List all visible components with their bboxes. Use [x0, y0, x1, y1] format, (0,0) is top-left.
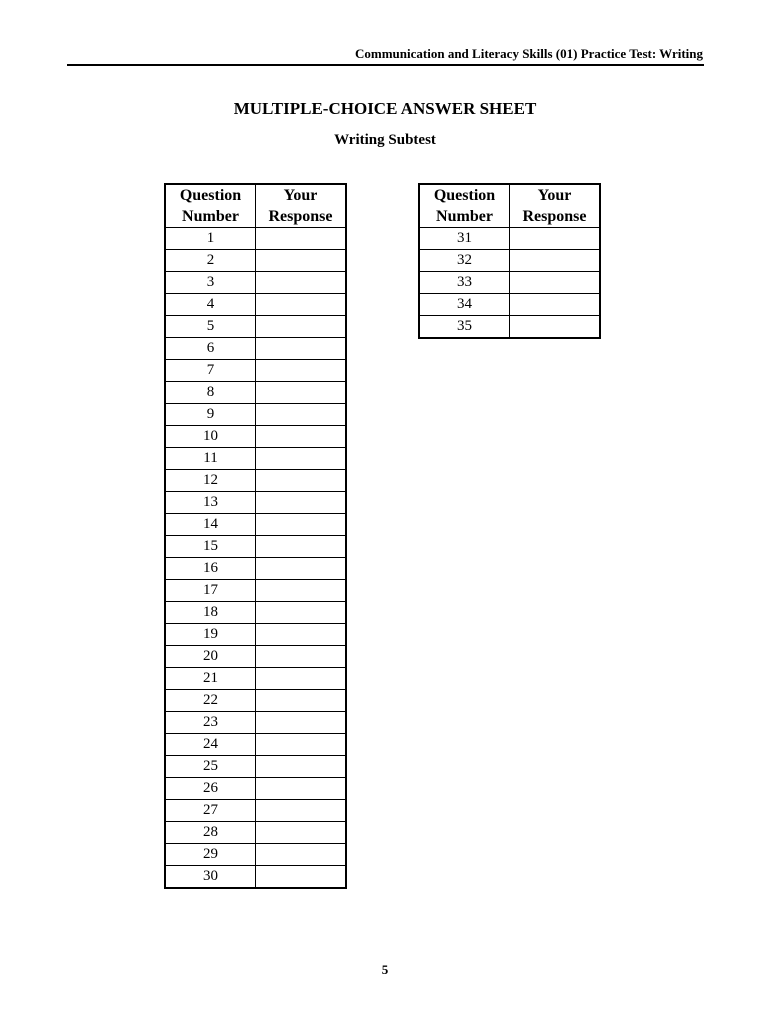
table-row [419, 294, 600, 316]
answer-table-right [418, 183, 601, 339]
table-row [165, 294, 346, 316]
table-row [419, 228, 600, 250]
table-row [165, 690, 346, 712]
response-cell[interactable] [256, 822, 347, 844]
answer-table-left [164, 183, 347, 889]
question-number-cell: 9 [165, 404, 256, 426]
table-row [165, 536, 346, 558]
response-cell[interactable] [256, 426, 347, 448]
question-number-cell: 12 [165, 470, 256, 492]
table-row [419, 250, 600, 272]
response-cell[interactable] [256, 602, 347, 624]
question-number-cell: 8 [165, 382, 256, 404]
question-number-cell: 31 [419, 228, 510, 250]
response-cell[interactable] [256, 338, 347, 360]
question-number-cell: 22 [165, 690, 256, 712]
question-number-header [419, 184, 510, 228]
answer-table-right-body [419, 228, 600, 339]
question-number-cell: 23 [165, 712, 256, 734]
page-number: 5 [381, 962, 389, 977]
response-cell[interactable] [256, 294, 347, 316]
your-response-header [510, 184, 601, 228]
question-number-cell: 5 [165, 316, 256, 338]
question-number-cell: 4 [165, 294, 256, 316]
header-rule [67, 64, 704, 66]
table-row [165, 602, 346, 624]
table-row [165, 426, 346, 448]
question-number-cell: 35 [419, 316, 510, 339]
question-number-cell: 11 [165, 448, 256, 470]
table-row [165, 668, 346, 690]
response-cell[interactable] [256, 272, 347, 294]
table-row [165, 822, 346, 844]
response-cell[interactable] [256, 734, 347, 756]
header-question-label: Question [433, 187, 496, 204]
table-row [165, 712, 346, 734]
question-number-cell: 24 [165, 734, 256, 756]
response-cell[interactable] [256, 514, 347, 536]
question-number-cell: 3 [165, 272, 256, 294]
header-your-label: Your [537, 187, 572, 204]
question-number-cell: 18 [165, 602, 256, 624]
table-row [165, 756, 346, 778]
table-row [165, 338, 346, 360]
question-number-cell: 26 [165, 778, 256, 800]
table-row [165, 404, 346, 426]
question-number-cell: 28 [165, 822, 256, 844]
table-header-row [165, 184, 346, 228]
table-row [165, 272, 346, 294]
response-cell[interactable] [256, 316, 347, 338]
response-cell[interactable] [256, 866, 347, 889]
question-number-cell: 27 [165, 800, 256, 822]
response-cell[interactable] [256, 646, 347, 668]
your-response-header [256, 184, 347, 228]
question-number-cell: 15 [165, 536, 256, 558]
response-cell[interactable] [256, 712, 347, 734]
table-row [165, 470, 346, 492]
page-subtitle: Writing Subtest [334, 132, 436, 148]
table-row [165, 734, 346, 756]
question-number-cell: 30 [165, 866, 256, 889]
response-cell[interactable] [256, 756, 347, 778]
table-row [165, 778, 346, 800]
response-cell[interactable] [256, 492, 347, 514]
response-cell[interactable] [256, 250, 347, 272]
response-cell[interactable] [256, 382, 347, 404]
response-cell[interactable] [256, 690, 347, 712]
question-number-cell: 7 [165, 360, 256, 382]
page-title: MULTIPLE-CHOICE ANSWER SHEET [233, 99, 537, 118]
header-number-label: Number [436, 208, 493, 225]
header-your-label: Your [283, 187, 318, 204]
question-number-cell: 1 [165, 228, 256, 250]
table-row [419, 272, 600, 294]
table-header-row [419, 184, 600, 228]
response-cell[interactable] [510, 316, 601, 339]
question-number-cell: 20 [165, 646, 256, 668]
response-cell[interactable] [256, 624, 347, 646]
response-cell[interactable] [256, 844, 347, 866]
response-cell[interactable] [510, 250, 601, 272]
table-row [165, 866, 346, 889]
question-number-cell: 14 [165, 514, 256, 536]
table-row [419, 316, 600, 339]
table-row [165, 492, 346, 514]
response-cell[interactable] [256, 778, 347, 800]
table-row [165, 448, 346, 470]
question-number-cell: 32 [419, 250, 510, 272]
header-response-label: Response [522, 208, 587, 225]
response-cell[interactable] [256, 404, 347, 426]
response-cell[interactable] [256, 536, 347, 558]
table-row [165, 316, 346, 338]
question-number-header [165, 184, 256, 228]
response-cell[interactable] [256, 228, 347, 250]
question-number-cell: 19 [165, 624, 256, 646]
response-cell[interactable] [256, 558, 347, 580]
table-row [165, 250, 346, 272]
response-cell[interactable] [510, 272, 601, 294]
question-number-cell: 6 [165, 338, 256, 360]
question-number-cell: 10 [165, 426, 256, 448]
header-number-label: Number [182, 208, 239, 225]
table-row [165, 580, 346, 602]
question-number-cell: 34 [419, 294, 510, 316]
response-cell[interactable] [256, 448, 347, 470]
table-row [165, 624, 346, 646]
table-row [165, 844, 346, 866]
response-cell[interactable] [256, 580, 347, 602]
table-row [165, 800, 346, 822]
response-cell[interactable] [256, 470, 347, 492]
question-number-cell: 16 [165, 558, 256, 580]
table-row [165, 646, 346, 668]
table-row [165, 382, 346, 404]
question-number-cell: 13 [165, 492, 256, 514]
question-number-cell: 33 [419, 272, 510, 294]
table-row [165, 514, 346, 536]
response-cell[interactable] [510, 294, 601, 316]
question-number-cell: 25 [165, 756, 256, 778]
response-cell[interactable] [256, 668, 347, 690]
response-cell[interactable] [510, 228, 601, 250]
question-number-cell: 21 [165, 668, 256, 690]
header-question-label: Question [179, 187, 242, 204]
question-number-cell: 2 [165, 250, 256, 272]
table-row [165, 360, 346, 382]
response-cell[interactable] [256, 360, 347, 382]
header-response-label: Response [268, 208, 333, 225]
question-number-cell: 17 [165, 580, 256, 602]
response-cell[interactable] [256, 800, 347, 822]
table-row [165, 558, 346, 580]
question-number-cell: 29 [165, 844, 256, 866]
running-header: Communication and Literacy Skills (01) Practice Test: Writing [355, 46, 703, 61]
answer-table-left-body [165, 228, 346, 889]
table-row [165, 228, 346, 250]
